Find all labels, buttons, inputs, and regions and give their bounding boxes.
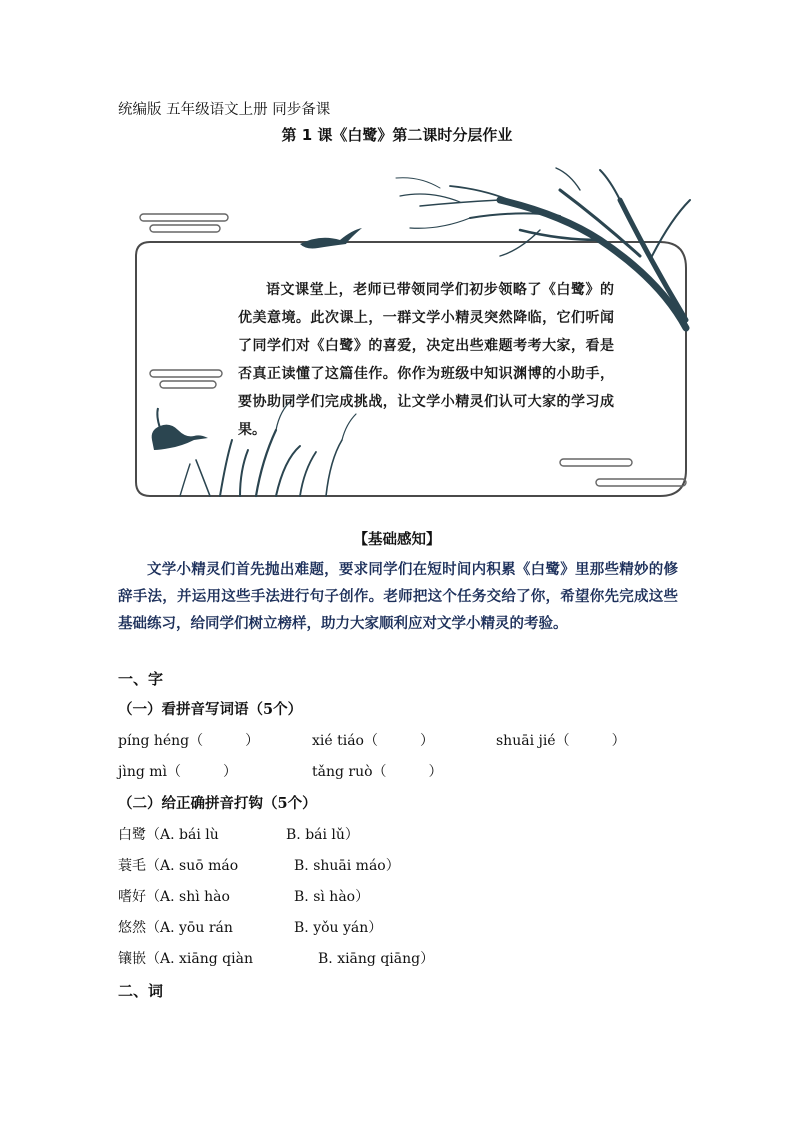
choice-row bbox=[118, 824, 219, 844]
choice-row bbox=[118, 855, 238, 875]
choice-option-b: B. shuāi máo） bbox=[294, 858, 400, 874]
pinyin-list bbox=[118, 730, 718, 790]
choice-option-b: B. sì hào） bbox=[294, 889, 370, 905]
part1-title: 一、字 bbox=[118, 670, 164, 688]
choice-word: 嗜好 bbox=[118, 889, 146, 905]
section-intro-paragraph: 文学小精灵们首先抛出难题，要求同学们在短时间内积累《白鹭》里那些精妙的修辞手法，并运用这些手法进行句子创作。老师把这个任务交给了你，希望你先完成这些基础练习，给同学们树立榜样，助力大家顺利应对文学小精灵的考验。 bbox=[118, 561, 678, 632]
choice-option-a: （A. bái lù bbox=[146, 827, 219, 843]
pinyin-item: píng héng（ ） bbox=[118, 733, 260, 749]
choice-option-a: （A. suō máo bbox=[146, 858, 239, 874]
choice-list bbox=[118, 824, 678, 984]
choice-option-b: B. xiāng qiāng） bbox=[318, 951, 435, 967]
choice-option-b: B. bái lǔ） bbox=[286, 827, 359, 843]
flying-bird-illustration bbox=[300, 228, 362, 249]
choice-word: 白鹭 bbox=[118, 827, 146, 843]
q2-title: （二）给正确拼音打钩（5个） bbox=[118, 795, 317, 812]
pinyin-item: jìng mì（ ） bbox=[118, 764, 237, 780]
choice-word: 蓑毛 bbox=[118, 858, 146, 874]
intro-paragraph: 语文课堂上，老师已带领同学们初步领略了《白鹭》的优美意境。此次课上，一群文学小精灵突然降临，它们听闻了同学们对《白鹭》的喜爱，决定出些难题考考大家，看是否真正读懂了这篇佳作。你作为班级中知识渊博的小助手，要协助同学们完成挑战，让文学小精灵们认可大家的学习成果。 bbox=[238, 282, 614, 438]
heron-illustration bbox=[152, 425, 208, 450]
edition-label: 统编版 五年级语文上册 同步备课 bbox=[118, 102, 331, 118]
choice-option-b: B. yǒu yán） bbox=[294, 920, 383, 936]
pinyin-item: xié tiáo（ ） bbox=[312, 733, 434, 749]
page-title: 第 1 课《白鹭》第二课时分层作业 bbox=[281, 126, 513, 144]
choice-word: 悠然 bbox=[118, 920, 146, 936]
choice-option-a: （A. yōu rán bbox=[146, 920, 233, 936]
choice-word: 镶嵌 bbox=[118, 951, 146, 967]
choice-option-a: （A. xiāng qiàn bbox=[146, 951, 253, 967]
q1-title: （一）看拼音写词语（5个） bbox=[118, 701, 303, 718]
pinyin-item: shuāi jié（ ） bbox=[496, 733, 626, 749]
choice-row bbox=[118, 948, 253, 968]
choice-option-a: （A. shì hào bbox=[146, 889, 230, 905]
cloud-ornament-mid-left bbox=[150, 370, 222, 388]
part2-title: 二、词 bbox=[118, 982, 164, 1000]
choice-row bbox=[118, 886, 230, 906]
choice-row bbox=[118, 917, 233, 937]
section-heading: 【基础感知】 bbox=[353, 531, 441, 548]
cloud-ornament-bottom-right bbox=[560, 459, 686, 486]
pinyin-item: tǎng ruò（ ） bbox=[312, 764, 443, 780]
cloud-ornament-top-left bbox=[140, 214, 228, 232]
